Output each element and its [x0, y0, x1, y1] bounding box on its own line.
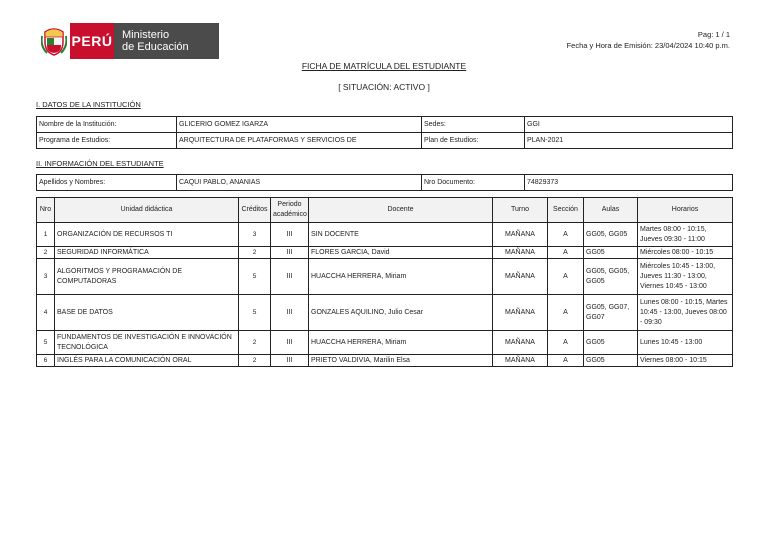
cell-docente: SIN DOCENTE	[309, 223, 493, 247]
cell-seccion: A	[548, 331, 584, 355]
ministry-name	[114, 23, 219, 59]
cell-creditos: 3	[239, 223, 271, 247]
cell-aulas: GG05	[584, 331, 638, 355]
cell-aulas: GG05	[584, 355, 638, 367]
cell-horarios: Viernes 08:00 - 10:15	[638, 355, 733, 367]
column-header-unidad-didactica: Unidad didáctica	[55, 198, 239, 223]
column-header-nro: Nro	[37, 198, 55, 223]
column-header-seccion: Sección	[548, 198, 584, 223]
cell-nro: 3	[37, 259, 55, 295]
plan-value: PLAN-2021	[525, 133, 733, 149]
institution-name-value: GLICERIO GOMEZ IGARZA	[177, 117, 422, 133]
courses-table	[36, 197, 733, 367]
peru-brand: PERÚ	[70, 23, 114, 59]
coat-of-arms-icon	[38, 23, 70, 59]
institution-name-label: Nombre de la Institución:	[37, 117, 177, 133]
table-row	[37, 175, 733, 191]
cell-periodo: III	[271, 247, 309, 259]
student-name-value: CAQUI PABLO, ANANIAS	[177, 175, 422, 191]
cell-aulas: GG05, GG05	[584, 223, 638, 247]
ministry-line-2: de Educación	[122, 41, 189, 53]
cell-unidad: INGLÉS PARA LA COMUNICACIÓN ORAL	[55, 355, 239, 367]
column-header-creditos: Créditos	[239, 198, 271, 223]
column-header-periodo-academico: Periodo académico	[271, 198, 309, 223]
cell-nro: 1	[37, 223, 55, 247]
cell-docente: GONZALES AQUILINO, Julio Cesar	[309, 295, 493, 331]
cell-unidad: ALGORITMOS Y PROGRAMACIÓN DE COMPUTADORAS	[55, 259, 239, 295]
column-header-docente: Docente	[309, 198, 493, 223]
document-number-value: 74829373	[525, 175, 733, 191]
table-header-row	[37, 198, 733, 223]
sede-value: GGI	[525, 117, 733, 133]
table-row	[37, 223, 733, 247]
cell-creditos: 5	[239, 259, 271, 295]
cell-seccion: A	[548, 223, 584, 247]
cell-seccion: A	[548, 355, 584, 367]
cell-aulas: GG05	[584, 247, 638, 259]
student-table	[36, 174, 733, 191]
cell-turno: MAÑANA	[493, 223, 548, 247]
cell-docente: HUACCHA HERRERA, Miriam	[309, 331, 493, 355]
cell-creditos: 2	[239, 247, 271, 259]
column-header-turno: Turno	[493, 198, 548, 223]
cell-turno: MAÑANA	[493, 331, 548, 355]
document-number-label: Nro Documento:	[422, 175, 525, 191]
cell-periodo: III	[271, 259, 309, 295]
ministry-line-1: Ministerio	[122, 29, 170, 41]
status-label: [ SITUACIÓN: ACTIVO ]	[338, 82, 430, 92]
page-number: Pag: 1 / 1	[697, 30, 730, 39]
cell-creditos: 2	[239, 331, 271, 355]
cell-aulas: GG05, GG05, GG05	[584, 259, 638, 295]
minedu-logo	[38, 23, 219, 59]
table-row	[37, 259, 733, 295]
courses-body	[37, 223, 733, 367]
cell-periodo: III	[271, 295, 309, 331]
cell-unidad: ORGANIZACIÓN DE RECURSOS TI	[55, 223, 239, 247]
table-row	[37, 355, 733, 367]
emission-date: Fecha y Hora de Emisión: 23/04/2024 10:40 p.m.	[566, 41, 730, 50]
student-name-label: Apellidos y Nombres:	[37, 175, 177, 191]
cell-nro: 2	[37, 247, 55, 259]
cell-periodo: III	[271, 355, 309, 367]
cell-horarios: Miércoles 10:45 - 13:00, Jueves 11:30 - 13:00, Viernes 10:45 - 13:00	[638, 259, 733, 295]
cell-nro: 5	[37, 331, 55, 355]
cell-nro: 4	[37, 295, 55, 331]
column-header-aulas: Aulas	[584, 198, 638, 223]
table-row	[37, 117, 733, 133]
table-row	[37, 133, 733, 149]
sede-label: Sedes:	[422, 117, 525, 133]
cell-turno: MAÑANA	[493, 355, 548, 367]
document-meta	[567, 29, 730, 51]
cell-aulas: GG05, GG07, GG07	[584, 295, 638, 331]
program-label: Programa de Estudios:	[37, 133, 177, 149]
cell-unidad: FUNDAMENTOS DE INVESTIGACIÓN E INNOVACIÓN TECNOLÓGICA	[55, 331, 239, 355]
plan-label: Plan de Estudios:	[422, 133, 525, 149]
cell-periodo: III	[271, 331, 309, 355]
cell-nro: 6	[37, 355, 55, 367]
cell-unidad: SEGURIDAD INFORMÁTICA	[55, 247, 239, 259]
document-title: FICHA DE MATRÍCULA DEL ESTUDIANTE	[301, 61, 467, 71]
cell-seccion: A	[548, 295, 584, 331]
cell-horarios: Lunes 08:00 - 10:15, Martes 10:45 - 13:00, Jueves 08:00 - 09:30	[638, 295, 733, 331]
cell-periodo: III	[271, 223, 309, 247]
cell-seccion: A	[548, 259, 584, 295]
cell-seccion: A	[548, 247, 584, 259]
cell-unidad: BASE DE DATOS	[55, 295, 239, 331]
cell-horarios: Miércoles 08:00 - 10:15	[638, 247, 733, 259]
cell-turno: MAÑANA	[493, 259, 548, 295]
table-row	[37, 247, 733, 259]
column-header-horarios: Horarios	[638, 198, 733, 223]
table-row	[37, 295, 733, 331]
cell-creditos: 2	[239, 355, 271, 367]
cell-docente: PRIETO VALDIVIA, Marilin Elsa	[309, 355, 493, 367]
program-value: ARQUITECTURA DE PLATAFORMAS Y SERVICIOS DE	[177, 133, 422, 149]
cell-docente: FLORES GARCIA, David	[309, 247, 493, 259]
student-section-title: II. INFORMACIÓN DEL ESTUDIANTE	[36, 159, 164, 168]
cell-horarios: Martes 08:00 - 10:15, Jueves 09:30 - 11:00	[638, 223, 733, 247]
cell-creditos: 5	[239, 295, 271, 331]
institution-table	[36, 116, 733, 149]
cell-horarios: Lunes 10:45 - 13:00	[638, 331, 733, 355]
cell-docente: HUACCHA HERRERA, Miriam	[309, 259, 493, 295]
cell-turno: MAÑANA	[493, 295, 548, 331]
institution-section-title: I. DATOS DE LA INSTITUCIÓN	[36, 100, 141, 109]
table-row	[37, 331, 733, 355]
cell-turno: MAÑANA	[493, 247, 548, 259]
